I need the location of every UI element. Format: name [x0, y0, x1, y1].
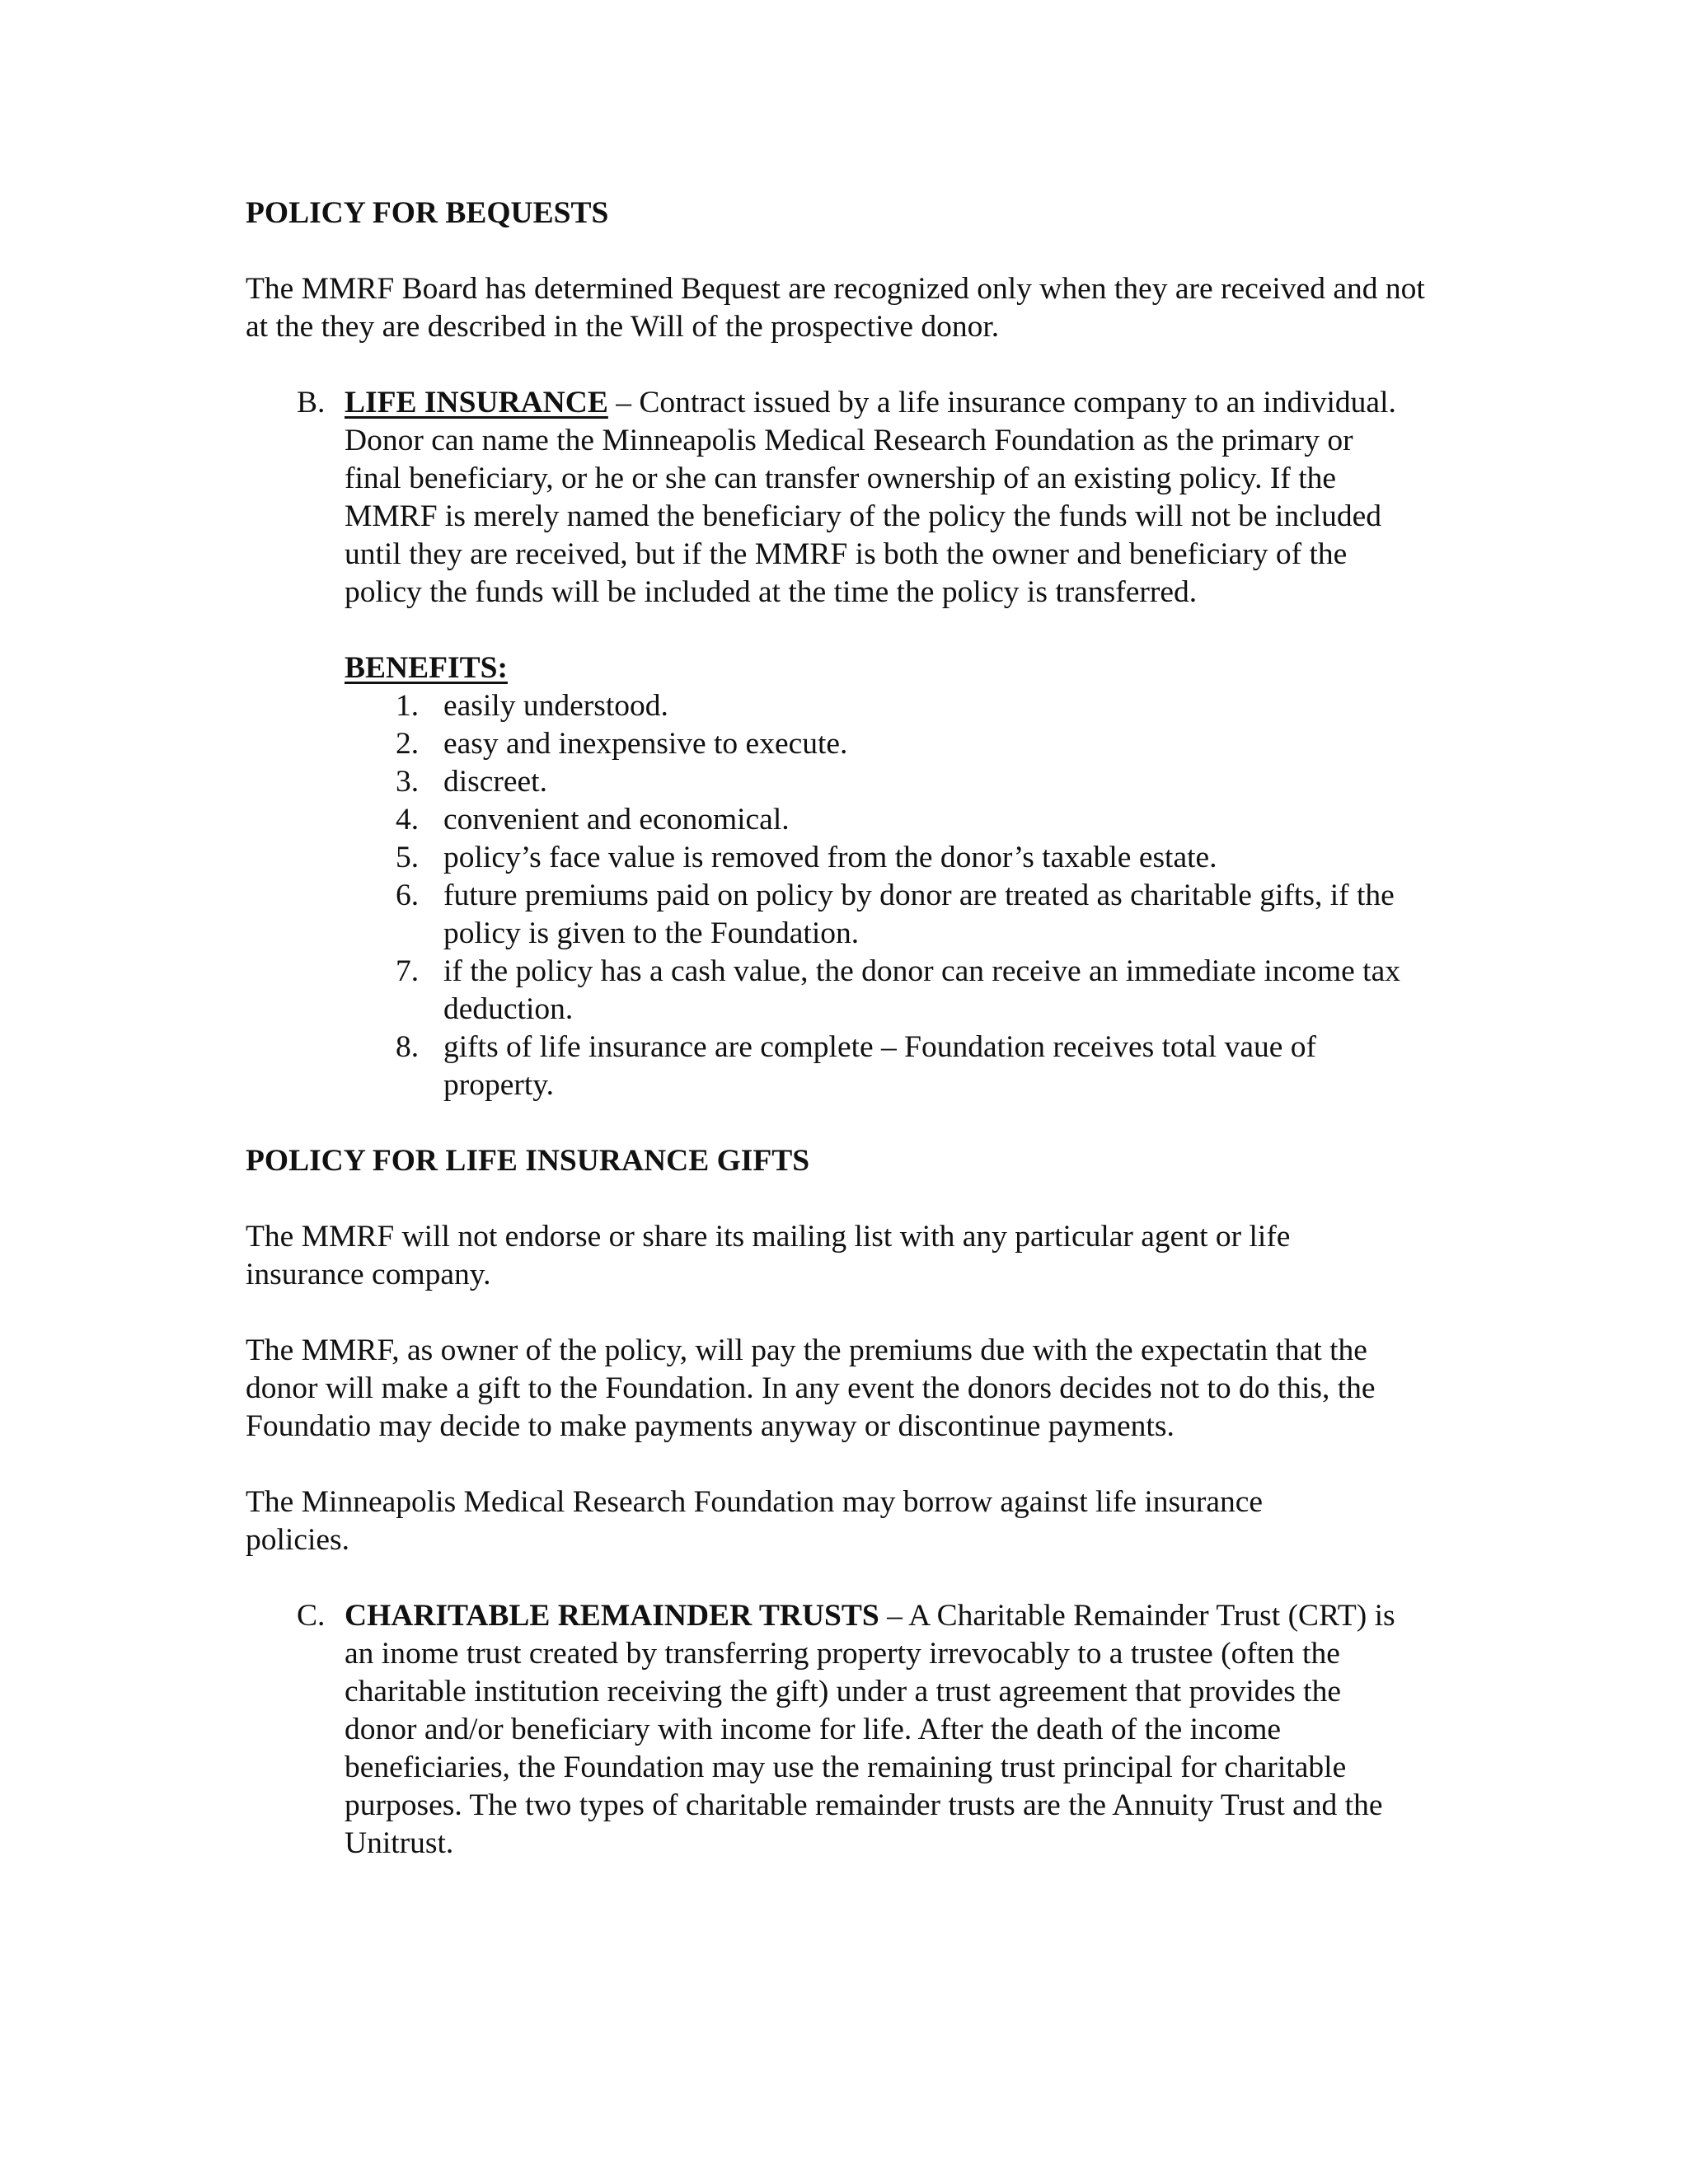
- list-item-number: 6.: [396, 879, 420, 912]
- list-item: [396, 687, 1432, 725]
- list-item-number: 7.: [396, 954, 420, 988]
- document-page: [246, 194, 1465, 1863]
- life-insurance-body: – Contract issued by a life insurance company to an individual. Donor can name the Minneapolis Medical Research Foundation as the primary or final beneficiary, or he or she can transfer ownership of an existing policy. If the MMRF is merely named the beneficiary of the policy the funds will not be included until they are received, but if the MMRF is both the owner and beneficiary of the policy the funds will be included at the time the policy is transferred.: [345, 386, 1396, 609]
- list-item: [396, 1029, 1432, 1104]
- list-item-text: convenient and economical.: [443, 803, 790, 837]
- list-item-number: 4.: [396, 803, 420, 837]
- list-item-text: discreet.: [443, 765, 547, 799]
- life-insurance-title: LIFE INSURANCE: [345, 386, 608, 419]
- list-item-number: 3.: [396, 765, 420, 799]
- list-item-text: gifts of life insurance are complete – Foundation receives total vaue of property.: [443, 1030, 1316, 1102]
- list-item-text: easily understood.: [443, 689, 668, 723]
- benefits-list: [396, 687, 1432, 1104]
- life-insurance-policy-heading: POLICY FOR LIFE INSURANCE GIFTS: [246, 1144, 810, 1178]
- benefits-heading: [345, 649, 1465, 687]
- policy-paragraph-1: The MMRF will not endorse or share its mailing list with any particular agent or life insurance company.: [246, 1220, 1291, 1291]
- list-item: [396, 953, 1432, 1029]
- bequests-paragraph: The MMRF Board has determined Bequest are recognized only when they are received and not at the they are described in the Will of the prospective donor.: [246, 272, 1425, 344]
- life-insurance-section: [246, 384, 1400, 612]
- benefits-heading-text: BENEFITS:: [345, 651, 508, 685]
- charitable-trusts-body: – A Charitable Remainder Trust (CRT) is an inome trust created by transferring property irrevocably to a trustee (often the charitable institution receiving the gift) under a trust agreement that provides the donor and/or beneficiary with income for life. After the death of the income beneficiaries, the Foundation may use the remaining trust principal for charitable purposes. The two types of charitable remainder trusts are the Annuity Trust and the Unitrust.: [345, 1599, 1395, 1860]
- section-letter-b: B.: [297, 386, 326, 419]
- list-item: [396, 801, 1432, 839]
- policy-paragraph-2: The MMRF, as owner of the policy, will pay the premiums due with the expectatin that the donor will make a gift to the Foundation. In any event the donors decides not to do this, the Foundatio may decide to make payments anyway or discontinue payments.: [246, 1333, 1376, 1443]
- list-item-number: 2.: [396, 727, 420, 761]
- bequests-heading: POLICY FOR BEQUESTS: [246, 196, 609, 230]
- list-item-text: if the policy has a cash value, the donor can receive an immediate income tax deduction.: [443, 954, 1400, 1026]
- charitable-trusts-section: [246, 1597, 1400, 1863]
- list-item: [396, 877, 1432, 953]
- list-item-text: future premiums paid on policy by donor are treated as charitable gifts, if the policy is given to the Foundation.: [443, 879, 1395, 950]
- list-item: [396, 763, 1432, 801]
- policy-paragraph-3: The Minneapolis Medical Research Foundation may borrow against life insurance policies.: [246, 1485, 1264, 1557]
- list-item: [396, 839, 1432, 877]
- list-item-number: 8.: [396, 1030, 420, 1064]
- section-letter-c: C.: [297, 1599, 326, 1633]
- list-item-text: policy’s face value is removed from the donor’s taxable estate.: [443, 841, 1217, 874]
- list-item-text: easy and inexpensive to execute.: [443, 727, 848, 761]
- list-item: [396, 725, 1432, 763]
- charitable-trusts-title: CHARITABLE REMAINDER TRUSTS: [345, 1599, 879, 1633]
- list-item-number: 1.: [396, 689, 420, 723]
- list-item-number: 5.: [396, 841, 420, 874]
